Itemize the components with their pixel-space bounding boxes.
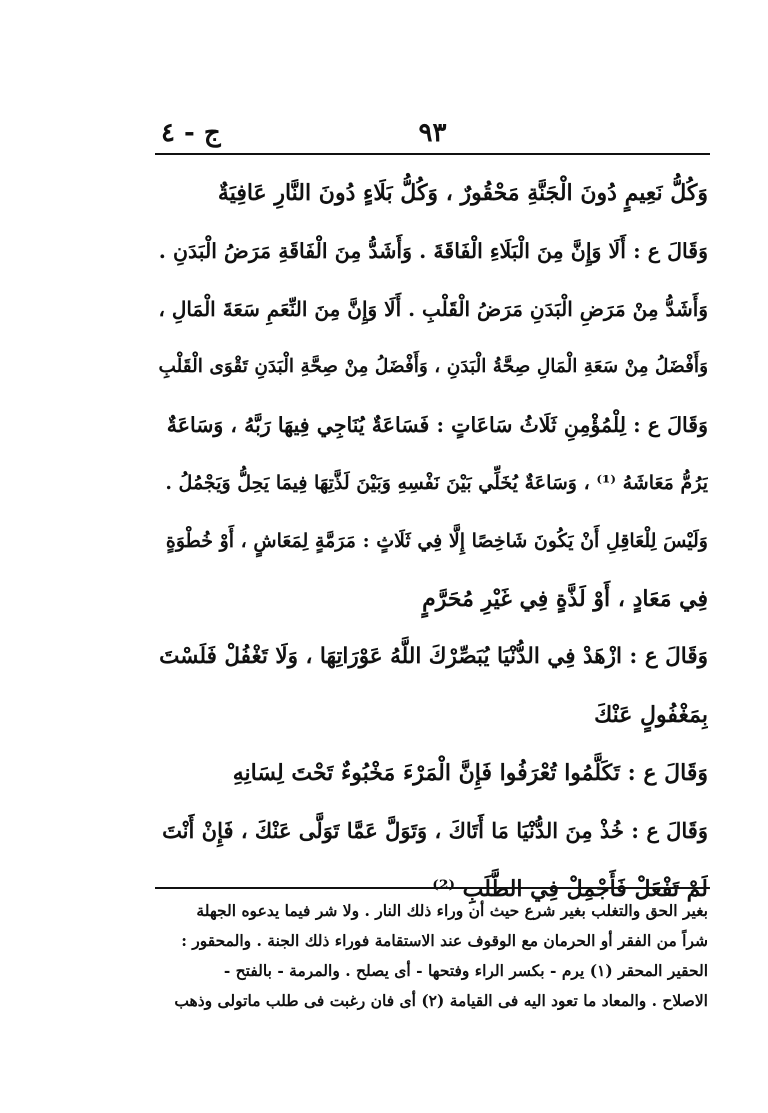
text-line: وَأَشَدُّ مِنْ مَرَضِ الْبَدَنِ مَرَضُ الْقَلْبِ . أَلَا وَإِنَّ مِنَ النِّعَمِ سَعَةَ الْمَالِ ، [158, 297, 708, 321]
text-line: وَلَيْسَ لِلْعَاقِلِ أَنْ يَكُونَ شَاخِصًا إِلَّا فِي ثَلَاثٍ : مَرَمَّةٍ لِمَعَاشٍ ، أَوْ خُطْوَةٍ [165, 530, 708, 552]
text-line: وَقَالَ ع : ازْهَدْ فِي الدُّنْيَا يُبَصِّرْكَ اللَّهُ عَوْرَاتِهَا ، وَلَا تَغْفُلْ فَلَسْتَ [159, 644, 708, 669]
page-number: ٩٣ [418, 118, 447, 148]
text-line: وَقَالَ ع : أَلَا وَإِنَّ مِنَ الْبَلَاءِ الْفَاقَةَ . وَأَشَدُّ مِنَ الْفَاقَةِ مَرَضُ الْبَدَنِ . [158, 239, 708, 263]
text-line: وَكُلُّ نَعِيمٍ دُونَ الْجَنَّةِ مَحْقُورٌ ، وَكُلُّ بَلَاءٍ دُونَ النَّارِ عَافِيَةٌ [217, 180, 708, 206]
footnote-line: الاصلاح . والمعاد ما تعود اليه فى القيامة (٢) أى فان رغبت فى طلب ماتولى وذهب [174, 991, 708, 1010]
text-line: يَرُمُّ مَعَاشَهُ ⁽¹⁾ ، وَسَاعَةٌ يُخَلِّي بَيْنَ نَفْسِهِ وَبَيْنَ لَذَّتِهَا فِيمَا يَحِلُّ وَيَجْمُلُ . [165, 472, 708, 494]
text-line: فِي مَعَادٍ ، أَوْ لَذَّةٍ فِي غَيْرِ مُحَرَّمٍ [422, 586, 708, 612]
text-line: لَمْ تَفْعَلْ فَأَجْمِلْ فِي الطَّلَبِ ⁽²⁾ [432, 876, 708, 902]
footnote-line: شراً من الفقر أو الحرمان مع الوقوف عند الاستقامة فوراء ذلك الجنة . والمحقور : [181, 931, 708, 950]
footnote-divider [155, 887, 710, 889]
footnotes [158, 896, 708, 1016]
page-header [155, 118, 710, 152]
text-line: وَقَالَ ع : خُذْ مِنَ الدُّنْيَا مَا أَتَاكَ ، وَتَوَلَّ عَمَّا تَوَلَّى عَنْكَ ، فَإِنْ أَنْتَ [162, 818, 708, 843]
main-text [158, 164, 708, 918]
text-line: بِمَغْفُولٍ عَنْكَ [594, 702, 708, 728]
footnote-line: بغير الحق والتغلب بغير شرع حيث أن وراء ذلك النار . ولا شر فيما يدعوه الجهلة [196, 901, 708, 920]
text-line: وَقَالَ ع : تَكَلَّمُوا تُعْرَفُوا فَإِنَّ الْمَرْءَ مَخْبُوءٌ تَحْتَ لِسَانِهِ [232, 760, 708, 786]
header-divider [155, 153, 710, 155]
footnote-line: الحقير المحقر (١) يرم - بكسر الراء وفتحها - أى يصلح . والمرمة - بالفتح - [223, 961, 708, 980]
text-line: وَأَفْضَلُ مِنْ سَعَةِ الْمَالِ صِحَّةُ الْبَدَنِ ، وَأَفْضَلُ مِنْ صِحَّةِ الْبَدَنِ تَقْوَى الْقَلْبِ [158, 356, 708, 377]
text-line: وَقَالَ ع : لِلْمُؤْمِنِ ثَلَاثُ سَاعَاتٍ : فَسَاعَةٌ يُنَاجِي فِيهَا رَبَّهُ ، وَسَاعَةٌ [166, 413, 708, 437]
volume-label: ج - ٤ [161, 118, 221, 148]
